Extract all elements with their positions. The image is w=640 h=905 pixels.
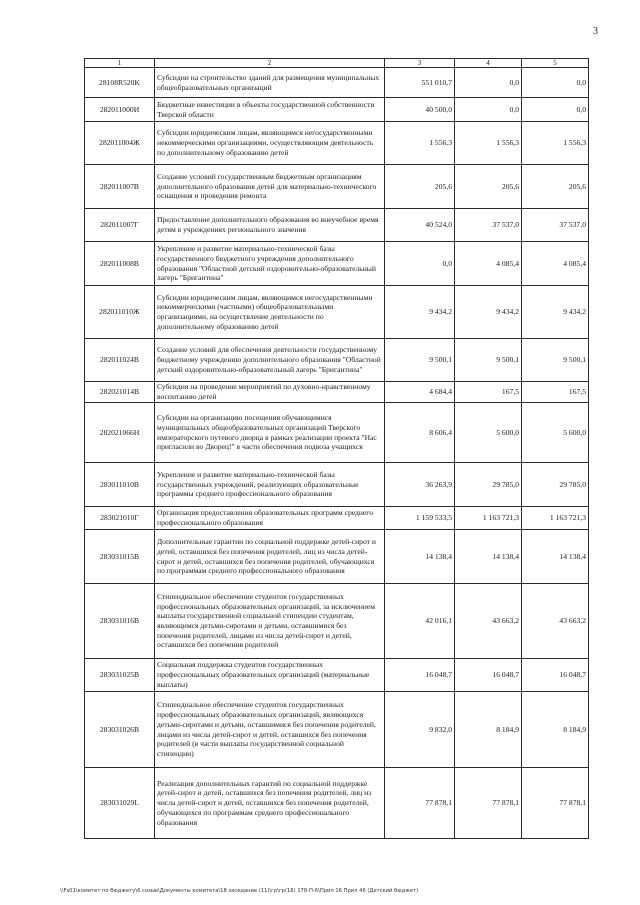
- row-code: 282011024В: [85, 339, 155, 382]
- row-value-col3: 42 016,1: [385, 584, 455, 659]
- column-header: 1: [85, 59, 155, 68]
- row-value-col4: 0,0: [455, 98, 522, 122]
- row-description: Стипендиальное обеспечение студентов государственных профессиональных образовательных организаций, являющихся детьми-сиротами и детьми, оставшимися без попечения родителей, лицами из числа детей-сирот и детей, оставшихся без попечения родителей (в части выплаты государственной социальной стипендии): [155, 692, 385, 768]
- row-value-col5: 43 663,2: [522, 584, 589, 659]
- table-row: [85, 165, 589, 209]
- row-code: 282011007Г: [85, 209, 155, 242]
- table-row: [85, 659, 589, 692]
- row-value-col5: 1 163 721,3: [522, 507, 589, 530]
- row-value-col5: 8 184,9: [522, 692, 589, 768]
- row-code: 282011010Ж: [85, 286, 155, 339]
- row-value-col4: 43 663,2: [455, 584, 522, 659]
- row-description: Дополнительные гарантии по социальной поддержке детей-сирот и детей, оставшихся без попечения родителей, лиц из числа детей-сирот и детей, оставшихся без попечения родителей, обучающихся по программам среднего профессионального образования: [155, 530, 385, 584]
- footer-file-path: \\Fs01\комитет по бюджету\6 созыв\Документы комитета\18 заседание (11)\гр\гр(18) 178-П-6\Прил 16 Прил 46 (Детский бюджет): [60, 888, 419, 894]
- row-value-col5: 37 537,0: [522, 209, 589, 242]
- row-value-col3: 1 159 533,5: [385, 507, 455, 530]
- row-value-col3: 36 263,9: [385, 463, 455, 507]
- row-value-col5: 9 500,1: [522, 339, 589, 382]
- row-value-col5: 9 434,2: [522, 286, 589, 339]
- column-header: 3: [385, 59, 455, 68]
- row-description: Субсидии юридическим лицам, являющимся негосударственными некоммерческими (частными) общеобразовательными организациями, на осуществление деятельности по дополнительному образованию детей: [155, 286, 385, 339]
- row-value-col5: 16 048,7: [522, 659, 589, 692]
- row-value-col4: 1 163 721,3: [455, 507, 522, 530]
- row-description: Создание условий для обеспечения деятельности государственному бюджетному учреждению дополнительного образования "Областной детский оздоровительно-образовательный лагерь "Бригантина": [155, 339, 385, 382]
- row-code: 282011007В: [85, 165, 155, 209]
- row-value-col4: 1 556,3: [455, 122, 522, 165]
- row-description: Бюджетные инвестиции в объекты государственной собственности Тверской области: [155, 98, 385, 122]
- row-description: Укрепление и развитие материально-технической базы государственного бюджетного учреждения дополнительного образования "Областной детский оздоровительно-образовательный лагерь "Бригантина": [155, 242, 385, 286]
- table-row: [85, 98, 589, 122]
- table-header-row: [85, 59, 589, 68]
- table-row: [85, 209, 589, 242]
- row-code: 283031025В: [85, 659, 155, 692]
- table-row: [85, 692, 589, 768]
- row-value-col4: 8 184,9: [455, 692, 522, 768]
- table-row: [85, 403, 589, 463]
- row-code: 283031029L: [85, 768, 155, 839]
- row-value-col3: 77 878,1: [385, 768, 455, 839]
- row-code: 283031026В: [85, 692, 155, 768]
- row-value-col5: 14 138,4: [522, 530, 589, 584]
- row-value-col3: 16 048,7: [385, 659, 455, 692]
- table-row: [85, 507, 589, 530]
- row-code: 283031015В: [85, 530, 155, 584]
- row-description: Социальная поддержка студентов государственных профессиональных образовательных организаций (материальные выплаты): [155, 659, 385, 692]
- row-value-col4: 9 434,2: [455, 286, 522, 339]
- row-value-col3: 14 138,4: [385, 530, 455, 584]
- row-value-col4: 9 500,1: [455, 339, 522, 382]
- row-value-col5: 4 085,4: [522, 242, 589, 286]
- row-value-col3: 551 010,7: [385, 68, 455, 98]
- table-row: [85, 122, 589, 165]
- row-code: 282011004Ж: [85, 122, 155, 165]
- row-value-col3: 9 500,1: [385, 339, 455, 382]
- row-description: Создание условий государственным бюджетным организациям дополнительного образования детей для материально-технического оснащения и проведения ремонта: [155, 165, 385, 209]
- table-row: [85, 339, 589, 382]
- row-description: Субсидия на проведение мероприятий по духовно-нравственному воспитанию детей: [155, 382, 385, 403]
- row-value-col5: 5 600,0: [522, 403, 589, 463]
- row-description: Реализация дополнительных гарантий по социальной поддержке детей-сирот и детей, оставшихся без попечения родителей, лиц из числа детей-сирот и детей, оставшихся без попечения родителей, обучающихся по программам среднего профессионального образования: [155, 768, 385, 839]
- table-row: [85, 768, 589, 839]
- column-header: 5: [522, 59, 589, 68]
- row-description: Стипендиальное обеспечение студентов государственных профессиональных образовательных организаций, за исключением выплаты государственной социальной стипендии студентам, являющимся детьми-сиротами и детьми, оставшимися без попечения родителей, лицами из числа детей-сирот и детей, оставшихся без попечения родителей: [155, 584, 385, 659]
- row-description: Организация предоставления образовательных программ среднего профессионального образования: [155, 507, 385, 530]
- row-value-col5: 1 556,3: [522, 122, 589, 165]
- row-value-col4: 4 085,4: [455, 242, 522, 286]
- row-value-col5: 205,6: [522, 165, 589, 209]
- row-value-col4: 16 048,7: [455, 659, 522, 692]
- table-row: [85, 382, 589, 403]
- row-value-col3: 40 500,0: [385, 98, 455, 122]
- row-value-col3: 1 556,3: [385, 122, 455, 165]
- table-row: [85, 242, 589, 286]
- row-value-col4: 5 600,0: [455, 403, 522, 463]
- row-value-col5: 0,0: [522, 68, 589, 98]
- row-description: Субсидии на строительство зданий для размещения муниципальных общеобразовательных организаций: [155, 68, 385, 98]
- row-value-col4: 0,0: [455, 68, 522, 98]
- row-value-col5: 167,5: [522, 382, 589, 403]
- table-row: [85, 286, 589, 339]
- table-row: [85, 584, 589, 659]
- row-description: Предоставление дополнительного образования во внеучебное время детям в учреждениях регионального значения: [155, 209, 385, 242]
- row-value-col4: 167,5: [455, 382, 522, 403]
- row-value-col3: 40 524,0: [385, 209, 455, 242]
- row-value-col4: 29 785,0: [455, 463, 522, 507]
- row-code: 28108R520K: [85, 68, 155, 98]
- row-code: 282021066Н: [85, 403, 155, 463]
- row-value-col3: 9 832,0: [385, 692, 455, 768]
- column-header: 4: [455, 59, 522, 68]
- row-description: Укрепление и развитие материально-технической базы государственных учреждений, реализующих образовательные программы среднего профессионального образования: [155, 463, 385, 507]
- row-value-col5: 77 878,1: [522, 768, 589, 839]
- row-code: 283011010В: [85, 463, 155, 507]
- row-code: 283031016В: [85, 584, 155, 659]
- row-code: 282011000И: [85, 98, 155, 122]
- row-value-col4: 205,6: [455, 165, 522, 209]
- row-code: 283021010Г: [85, 507, 155, 530]
- row-value-col3: 4 684,4: [385, 382, 455, 403]
- row-value-col4: 37 537,0: [455, 209, 522, 242]
- row-code: 282021014В: [85, 382, 155, 403]
- column-header: 2: [155, 59, 385, 68]
- row-value-col4: 14 138,4: [455, 530, 522, 584]
- table-row: [85, 463, 589, 507]
- row-value-col5: 29 785,0: [522, 463, 589, 507]
- row-value-col5: 0,0: [522, 98, 589, 122]
- row-value-col4: 77 878,1: [455, 768, 522, 839]
- row-value-col3: 205,6: [385, 165, 455, 209]
- row-description: Субсидии юридическим лицам, являющимся негосударственными некоммерческими организациями, осуществляющим деятельность по дополнительному образованию детей: [155, 122, 385, 165]
- row-value-col3: 0,0: [385, 242, 455, 286]
- row-value-col3: 8 606,4: [385, 403, 455, 463]
- table-row: [85, 68, 589, 98]
- row-value-col3: 9 434,2: [385, 286, 455, 339]
- page-number: 3: [593, 26, 598, 37]
- row-description: Субсидии на организацию посещения обучающимися муниципальных общеобразовательных организаций Тверского императорского путевого дворца в рамках реализации проекта "Нас пригласили во Дворец!" в части обеспечения подвоза учащихся: [155, 403, 385, 463]
- row-code: 282011008В: [85, 242, 155, 286]
- table-row: [85, 530, 589, 584]
- budget-table: [84, 58, 589, 839]
